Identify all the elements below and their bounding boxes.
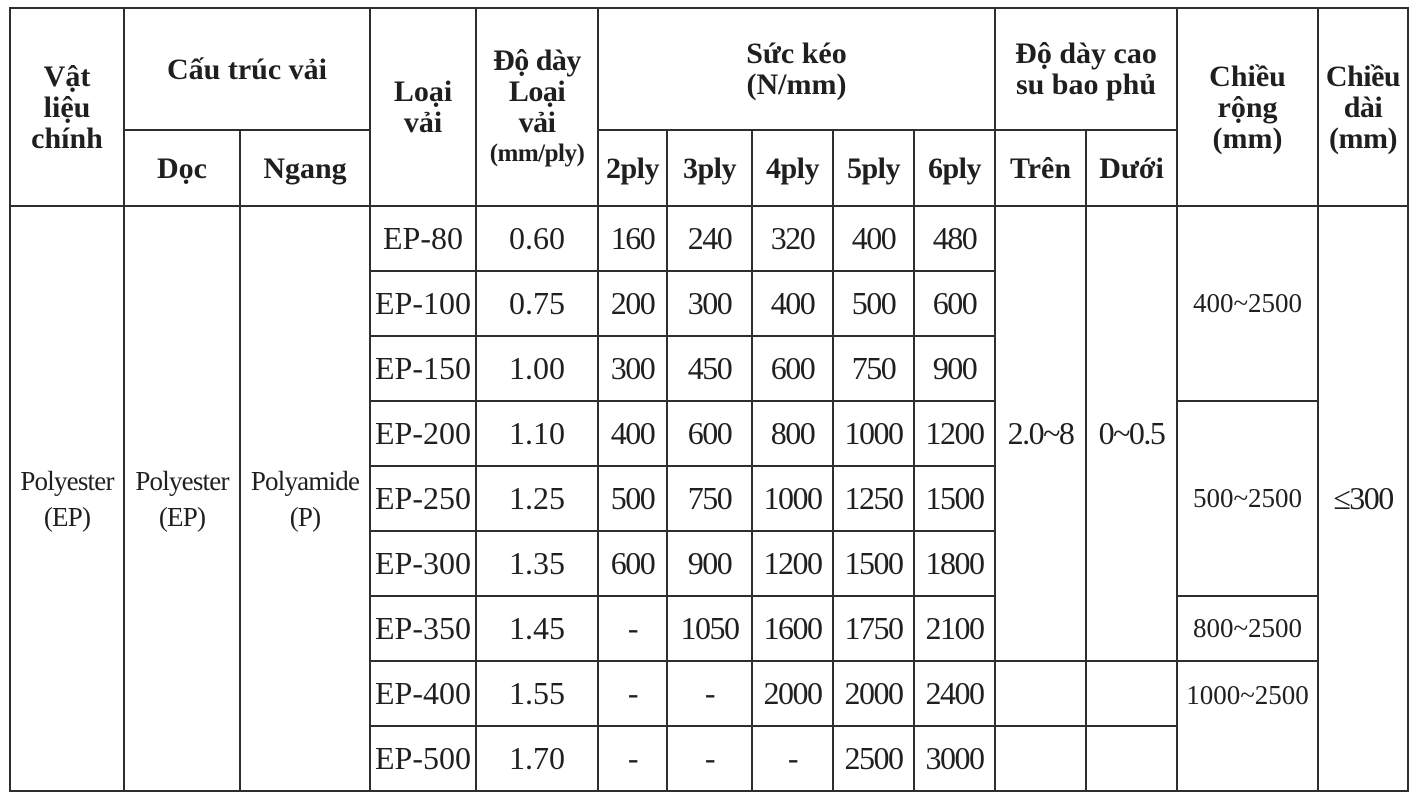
header-chieu-dai: Chiều dài (mm)	[1318, 8, 1408, 206]
ply4-cell: -	[752, 726, 833, 791]
ply2-cell: 200	[598, 271, 667, 336]
material-ngang-cell: Polyamide (P)	[240, 206, 370, 791]
thickness-cell: 0.75	[476, 271, 598, 336]
type-cell: EP-200	[370, 401, 476, 466]
ply4-cell: 1600	[752, 596, 833, 661]
ply2-cell: 500	[598, 466, 667, 531]
header-4ply: 4ply	[752, 130, 833, 206]
ply6-cell: 1500	[914, 466, 995, 531]
thickness-cell: 0.60	[476, 206, 598, 271]
width-cell-2: 500~2500	[1177, 401, 1318, 596]
header-duoi: Dưới	[1086, 130, 1177, 206]
cover-duoi-empty-cell	[1086, 726, 1177, 791]
width-cell-3: 800~2500	[1177, 596, 1318, 661]
type-cell: EP-300	[370, 531, 476, 596]
header-tren: Trên	[995, 130, 1086, 206]
ply5-cell: 500	[833, 271, 914, 336]
header-row-1	[10, 8, 1408, 130]
header-suc-keo: Sức kéo (N/mm)	[598, 8, 995, 130]
ply4-cell: 2000	[752, 661, 833, 726]
ply2-cell: 600	[598, 531, 667, 596]
type-cell: EP-400	[370, 661, 476, 726]
header-cau-truc-vai: Cấu trúc vải	[124, 8, 370, 130]
ply3-cell: 600	[667, 401, 752, 466]
ply2-cell: -	[598, 596, 667, 661]
ply3-cell: 300	[667, 271, 752, 336]
cover-tren-cell: 2.0~8	[995, 206, 1086, 661]
type-cell: EP-350	[370, 596, 476, 661]
header-doc: Dọc	[124, 130, 240, 206]
table-row	[10, 206, 1408, 271]
ply3-cell: -	[667, 661, 752, 726]
ply5-cell: 2500	[833, 726, 914, 791]
ply2-cell: 400	[598, 401, 667, 466]
length-cell: ≤300	[1318, 206, 1408, 791]
ply4-cell: 600	[752, 336, 833, 401]
ply6-cell: 600	[914, 271, 995, 336]
ply5-cell: 1250	[833, 466, 914, 531]
type-cell: EP-150	[370, 336, 476, 401]
thickness-cell: 1.35	[476, 531, 598, 596]
ply5-cell: 1500	[833, 531, 914, 596]
ply5-cell: 750	[833, 336, 914, 401]
ply4-cell: 1200	[752, 531, 833, 596]
ply3-cell: -	[667, 726, 752, 791]
header-chieu-rong: Chiều rộng (mm)	[1177, 8, 1318, 206]
ply5-cell: 2000	[833, 661, 914, 726]
ply3-cell: 450	[667, 336, 752, 401]
ply3-cell: 1050	[667, 596, 752, 661]
ply5-cell: 400	[833, 206, 914, 271]
ply6-cell: 2400	[914, 661, 995, 726]
cover-duoi-empty-cell	[1086, 661, 1177, 726]
header-6ply: 6ply	[914, 130, 995, 206]
ply4-cell: 1000	[752, 466, 833, 531]
header-do-day-cao-su: Độ dày cao su bao phủ	[995, 8, 1177, 130]
ply5-cell: 1750	[833, 596, 914, 661]
ply4-cell: 800	[752, 401, 833, 466]
ply6-cell: 1800	[914, 531, 995, 596]
thickness-cell: 1.00	[476, 336, 598, 401]
type-cell: EP-80	[370, 206, 476, 271]
ply2-cell: -	[598, 726, 667, 791]
ply5-cell: 1000	[833, 401, 914, 466]
cover-tren-empty-cell	[995, 661, 1086, 726]
cover-tren-empty-cell	[995, 726, 1086, 791]
header-2ply: 2ply	[598, 130, 667, 206]
ply3-cell: 900	[667, 531, 752, 596]
ply6-cell: 480	[914, 206, 995, 271]
type-cell: EP-250	[370, 466, 476, 531]
ply6-cell: 1200	[914, 401, 995, 466]
ply2-cell: 300	[598, 336, 667, 401]
type-cell: EP-500	[370, 726, 476, 791]
ply6-cell: 900	[914, 336, 995, 401]
type-cell: EP-100	[370, 271, 476, 336]
ply2-cell: 160	[598, 206, 667, 271]
ply4-cell: 400	[752, 271, 833, 336]
ply4-cell: 320	[752, 206, 833, 271]
ply3-cell: 240	[667, 206, 752, 271]
material-doc-cell: Polyester (EP)	[124, 206, 240, 791]
thickness-cell: 1.45	[476, 596, 598, 661]
conveyor-belt-spec-table	[9, 7, 1409, 792]
ply6-cell: 2100	[914, 596, 995, 661]
width-cell-1: 400~2500	[1177, 206, 1318, 401]
thickness-cell: 1.70	[476, 726, 598, 791]
thickness-cell: 1.25	[476, 466, 598, 531]
header-loai-vai: Loại vải	[370, 8, 476, 206]
ply6-cell: 3000	[914, 726, 995, 791]
header-3ply: 3ply	[667, 130, 752, 206]
thickness-cell: 1.10	[476, 401, 598, 466]
header-5ply: 5ply	[833, 130, 914, 206]
ply3-cell: 750	[667, 466, 752, 531]
header-ngang: Ngang	[240, 130, 370, 206]
thickness-cell: 1.55	[476, 661, 598, 726]
material-main-cell: Polyester (EP)	[10, 206, 124, 791]
cover-duoi-cell: 0~0.5	[1086, 206, 1177, 661]
width-cell-4: 1000~2500	[1177, 661, 1318, 791]
header-vat-lieu-chinh: Vật liệu chính	[10, 8, 124, 206]
ply2-cell: -	[598, 661, 667, 726]
header-do-day-loai-vai: Độ dày Loại vải (mm/ply)	[476, 8, 598, 206]
